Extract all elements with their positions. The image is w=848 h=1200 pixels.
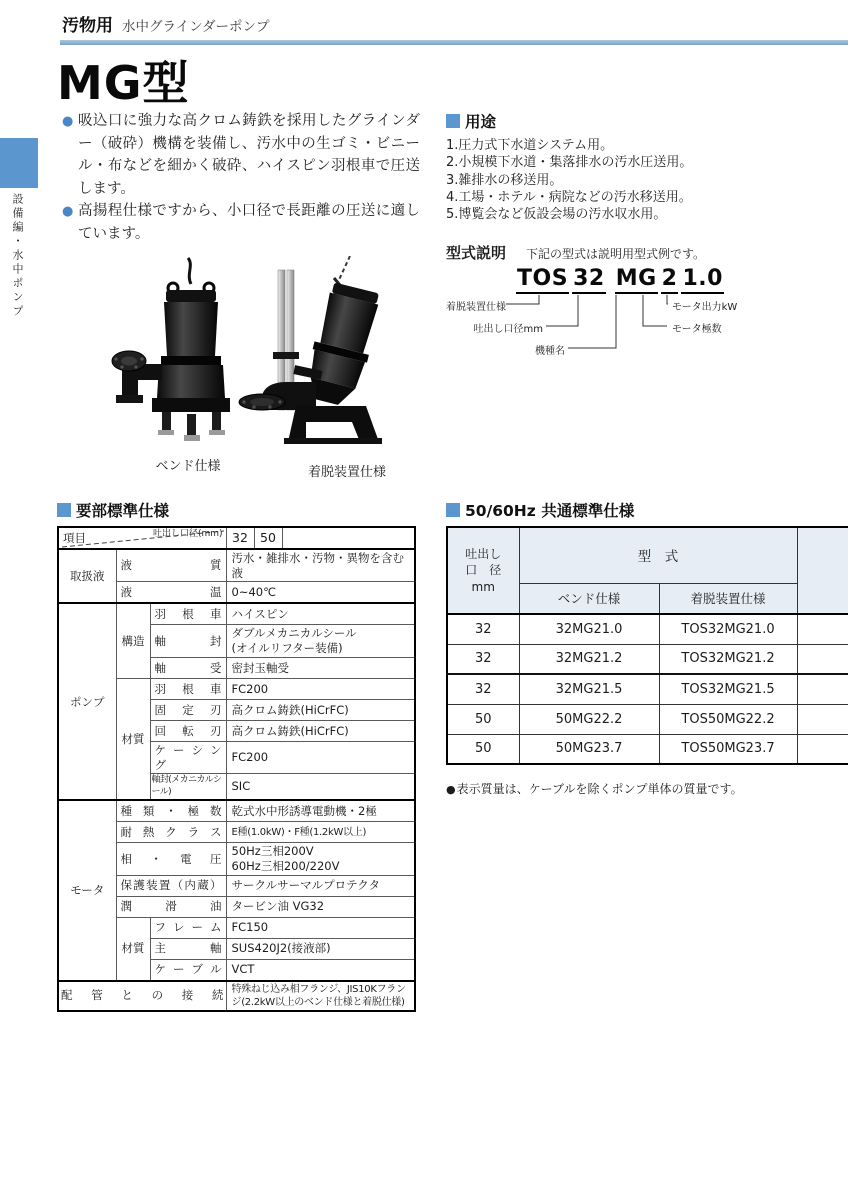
spec-value-line: ダブルメカニカルシール: [231, 626, 357, 641]
usage-item: 4.工場・ホテル・病院などの汚水移送用。: [446, 189, 692, 205]
subgroup-material: 材質: [116, 678, 150, 800]
model-clipped-cell: [797, 674, 848, 704]
feature-item: [62, 200, 420, 245]
pump-photos-image: [66, 256, 426, 452]
clipped-header-cell: [797, 527, 848, 614]
footnote: [446, 780, 743, 797]
usage-heading-text: 用途: [465, 113, 497, 131]
model-table: [446, 526, 848, 765]
feature-list: [62, 110, 420, 246]
model-size: 32: [447, 674, 519, 704]
section-square-icon: [446, 503, 460, 517]
footnote-bullet-icon: ●: [446, 783, 456, 796]
spec-label: 羽 根 車: [150, 678, 226, 699]
spec-value: E種(1.0kW)・F種(1.2kW以上): [226, 822, 415, 843]
model-row: [447, 614, 848, 644]
spec-value: [226, 625, 415, 657]
spec-value: 汚水・雑排水・汚物・異物を含む液: [226, 549, 415, 582]
model-detach: TOS32MG21.2: [659, 644, 797, 674]
spec-label: 相 ・ 電 圧: [116, 843, 226, 875]
page-title: MG型: [57, 56, 190, 110]
usage-item: 3.雑排水の移送用。: [446, 172, 563, 188]
usage-item: 1.圧力式下水道システム用。: [446, 138, 614, 153]
spec-row: [58, 800, 415, 822]
model-bend: 32MG21.5: [519, 674, 659, 704]
diameter-header-line: 吐出し: [465, 547, 502, 562]
diameter-header-line: 口 径: [465, 563, 502, 578]
product-photos: [66, 256, 426, 488]
code-segment-series: MG: [615, 266, 658, 294]
bend-pump-illustration: [112, 258, 230, 441]
spec-value: 高クロム鋳鉄(HiCrFC): [226, 699, 415, 720]
spec-label: 回 転 刃: [150, 720, 226, 741]
section-square-icon: [57, 503, 71, 517]
model-clipped-cell: [797, 704, 848, 734]
model-size: 50: [447, 734, 519, 764]
spec-label: 潤 滑 油: [116, 896, 226, 917]
spec-label: ケ ー ブ ル: [150, 959, 226, 981]
spec-value: VCT: [226, 959, 415, 981]
feature-text: 高揚程仕様ですから、小口径で長距離の圧送に適しています。: [78, 203, 420, 243]
model-bend: 50MG23.7: [519, 734, 659, 764]
bullet-icon: ●: [62, 114, 74, 129]
spec-value: 高クロム鋳鉄(HiCrFC): [226, 720, 415, 741]
code-segment-bore: 32: [572, 266, 606, 294]
spec-label: 軸封(メカニカルシール): [150, 774, 226, 801]
footnote-text: 表示質量は、ケーブルを除くポンプ単体の質量です。: [456, 782, 743, 796]
spec-label: 軸 封: [150, 625, 226, 657]
label-motor-output: モータ出力kW: [672, 302, 738, 313]
spec-label: 固 定 刃: [150, 699, 226, 720]
spec-value: 乾式水中形誘導電動機・2極: [226, 800, 415, 822]
label-series: 機種名: [535, 346, 565, 357]
label-bore: 吐出し口径mm: [473, 324, 543, 335]
spec-label: 液 質: [116, 549, 226, 582]
spec-header-row: [58, 527, 415, 549]
group-motor: モータ: [58, 800, 116, 980]
spec-value: SUS420J2(接液部): [226, 938, 415, 959]
spec-value: SIC: [226, 774, 415, 801]
code-segment-detach: TOS: [516, 266, 569, 294]
spec-row: [58, 981, 415, 1011]
diameter-header-cell: [447, 527, 519, 614]
spec-corner-cell: [58, 527, 226, 549]
spec-label: 主 軸: [150, 938, 226, 959]
model-detach: TOS32MG21.0: [659, 614, 797, 644]
label-detach-spec: 着脱装置仕様: [446, 302, 506, 313]
usage-item: 2.小規模下水道・集落排水の汚水圧送用。: [446, 155, 693, 171]
model-size: 32: [447, 644, 519, 674]
usage-list: [446, 137, 838, 223]
model-row: [447, 734, 848, 764]
spec-label: 種 類 ・ 極 数: [116, 800, 226, 822]
model-size: 32: [447, 614, 519, 644]
model-bend: 32MG21.2: [519, 644, 659, 674]
bullet-icon: ●: [62, 204, 74, 220]
spec-value: FC200: [226, 678, 415, 699]
spec-value: ハイスピン: [226, 603, 415, 625]
model-table-heading-text: 50/60Hz 共通標準仕様: [465, 502, 635, 520]
section-index-tab: [0, 138, 38, 188]
caption-detach-spec: 着脱装置仕様: [307, 465, 386, 480]
size-col-rest: [282, 527, 415, 549]
model-code-heading: 型式説明: [446, 244, 507, 262]
model-clipped-cell: [797, 734, 848, 764]
model-size: 50: [447, 704, 519, 734]
spec-value-line: 60Hz三相200/220V: [231, 859, 340, 874]
corner-diameter-label: 吐出し口径(mm): [152, 529, 223, 539]
group-pump: ポンプ: [58, 603, 116, 800]
model-row: [447, 674, 848, 704]
spec-value: サークルサーマルプロテクタ: [226, 875, 415, 896]
spec-value: FC150: [226, 917, 415, 938]
spec-value-line: 50Hz三相200V: [231, 844, 314, 859]
spec-row: [58, 549, 415, 582]
model-row: [447, 644, 848, 674]
spec-label: 羽 根 車: [150, 603, 226, 625]
model-row: [447, 704, 848, 734]
model-clipped-cell: [797, 644, 848, 674]
spec-table-heading: [57, 499, 169, 521]
spec-value: 0~40℃: [226, 582, 415, 604]
code-segment-poles: 2: [661, 266, 679, 294]
spec-label: 保護装置（内蔵）: [116, 875, 226, 896]
corner-item-label: 項目: [63, 531, 86, 546]
model-detach: TOS32MG21.5: [659, 674, 797, 704]
category-sublabel: 水中グラインダーポンプ: [122, 19, 270, 35]
code-segment-output: 1.0: [681, 266, 723, 294]
subgroup-structure: 構造: [116, 603, 150, 678]
type-header-cell: 型 式: [519, 527, 797, 583]
subgroup-material-2: 材質: [116, 917, 150, 981]
spec-value: [226, 843, 415, 875]
model-detach: TOS50MG23.7: [659, 734, 797, 764]
usage-section: [446, 110, 838, 223]
category-header: [62, 11, 270, 36]
detachable-pump-illustration: [239, 256, 384, 444]
spec-row: [58, 603, 415, 625]
category-label: 汚物用: [62, 16, 113, 36]
group-liquid: 取扱液: [58, 549, 116, 603]
model-detach: TOS50MG22.2: [659, 704, 797, 734]
spec-value: タービン油 VG32: [226, 896, 415, 917]
spec-label: 液 温: [116, 582, 226, 604]
group-piping: 配 管 と の 接 続: [58, 981, 226, 1011]
model-table-heading: [446, 499, 634, 521]
model-code-note: 下記の型式は説明用型式例です。: [526, 247, 706, 261]
spec-value: FC200: [226, 741, 415, 773]
detach-spec-header: 着脱装置仕様: [659, 583, 797, 614]
usage-heading: [446, 110, 838, 132]
bend-spec-header: ベンド仕様: [519, 583, 659, 614]
spec-value: 特殊ねじ込み相フランジ、JIS10Kフランジ(2.2kW以上のベンド仕様と着脱仕様): [226, 981, 415, 1011]
spec-table: [57, 526, 416, 1012]
spec-label: フ レ ー ム: [150, 917, 226, 938]
size-col-50: 50: [254, 527, 282, 549]
header-rule: [60, 40, 848, 45]
model-bend: 32MG21.0: [519, 614, 659, 644]
model-bend: 50MG22.2: [519, 704, 659, 734]
caption-bend-spec: ベンド仕様: [155, 459, 221, 474]
spec-table-heading-text: 要部標準仕様: [76, 502, 170, 520]
spec-value: 密封玉軸受: [226, 657, 415, 678]
sidebar-vertical-label: 設備編・水中ポンプ: [11, 193, 24, 319]
usage-item: 5.博覧会など仮設会場の汚水収水用。: [446, 207, 667, 223]
section-square-icon: [446, 114, 460, 128]
model-code-example: [516, 266, 727, 294]
feature-text: 吸込口に強力な高クロム鋳鉄を採用したグラインダー（破砕）機構を装備し、汚水中の生ゴミ・ビニール・布などを細かく破砕、ハイスピン羽根車で圧送します。: [78, 113, 420, 197]
model-code-section: [446, 242, 848, 377]
spec-value-line: (オイルリフター装備): [231, 641, 343, 656]
label-motor-poles: モータ極数: [672, 324, 722, 335]
spec-label: ケ ー シ ン グ: [150, 741, 226, 773]
spec-label: 軸 受: [150, 657, 226, 678]
diameter-header-line: mm: [471, 579, 495, 594]
size-col-32: 32: [226, 527, 254, 549]
model-clipped-cell: [797, 614, 848, 644]
spec-label: 耐 熱 ク ラ ス: [116, 822, 226, 843]
feature-item: [62, 110, 420, 200]
model-header-row: [447, 527, 848, 583]
